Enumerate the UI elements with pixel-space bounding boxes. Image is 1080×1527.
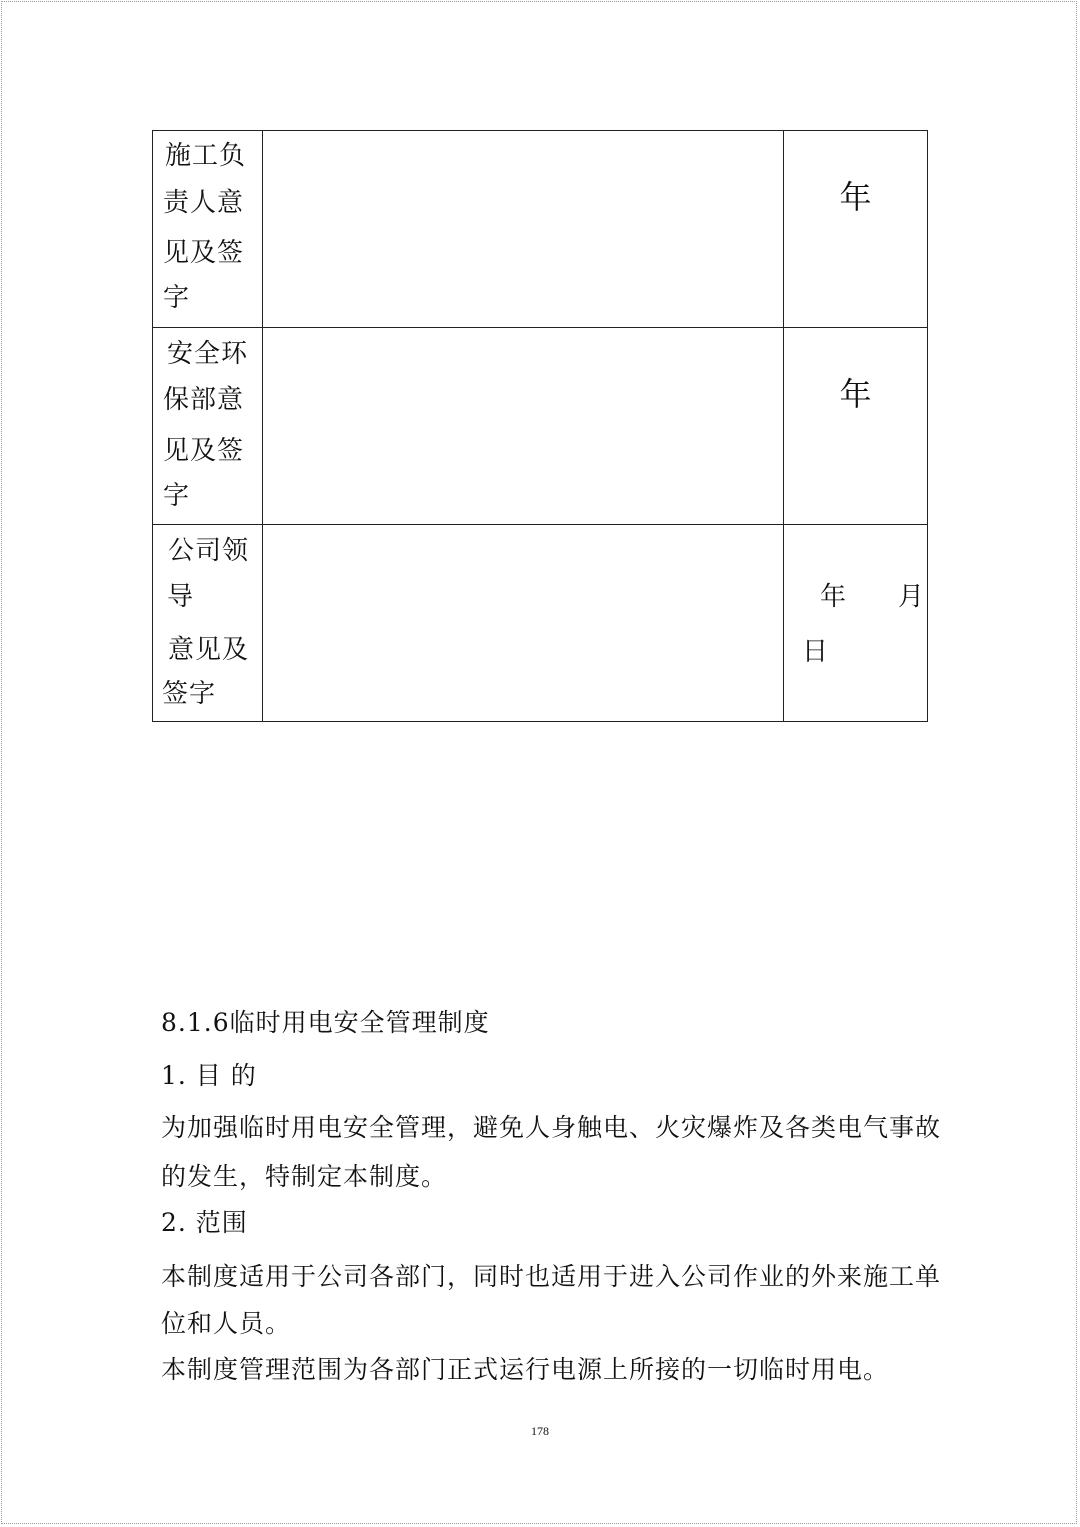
date-cell[interactable] bbox=[784, 525, 928, 722]
page-number: 178 bbox=[531, 1424, 549, 1438]
label-line: 施工负 bbox=[165, 141, 247, 171]
opinion-signature-field[interactable] bbox=[263, 131, 784, 328]
label-line: 见及签 bbox=[163, 436, 245, 466]
label-line: 签字 bbox=[162, 679, 217, 709]
table-row-construction-lead bbox=[153, 131, 928, 328]
paragraph-line: 位和人员。 bbox=[161, 1309, 292, 1338]
date-year-label: 年 bbox=[839, 375, 872, 413]
label-cell bbox=[153, 131, 263, 328]
opinion-signature-field[interactable] bbox=[263, 328, 784, 525]
item1-title: 1. 目 的 bbox=[161, 1061, 257, 1090]
label-line: 责人意 bbox=[163, 188, 245, 218]
item2-title: 2. 范围 bbox=[161, 1208, 248, 1237]
label-line: 意见及 bbox=[168, 635, 250, 665]
paragraph-line: 的发生，特制定本制度。 bbox=[161, 1162, 448, 1191]
label-line: 导 bbox=[167, 582, 195, 612]
label-line: 字 bbox=[163, 283, 191, 313]
paragraph-line: 本制度管理范围为各部门正式运行电源上所接的一切临时用电。 bbox=[161, 1355, 890, 1384]
label-line: 公司领 bbox=[168, 536, 250, 566]
label-line: 保部意 bbox=[163, 385, 245, 415]
label-cell bbox=[153, 328, 263, 525]
section-heading: 8.1.6临时用电安全管理制度 bbox=[161, 1008, 490, 1037]
label-line: 见及签 bbox=[163, 238, 245, 268]
label-line: 安全环 bbox=[167, 339, 249, 369]
table-row-company-leader bbox=[153, 525, 928, 722]
date-cell[interactable] bbox=[784, 328, 928, 525]
date-year-month-label: 年 月 bbox=[820, 582, 925, 612]
date-cell[interactable] bbox=[784, 131, 928, 328]
label-line: 字 bbox=[163, 481, 191, 511]
date-day-label: 日 bbox=[802, 637, 829, 667]
label-cell bbox=[153, 525, 263, 722]
opinion-signature-field[interactable] bbox=[263, 525, 784, 722]
date-year-label: 年 bbox=[839, 178, 872, 216]
paragraph-line: 本制度适用于公司各部门，同时也适用于进入公司作业的外来施工单 bbox=[161, 1262, 942, 1291]
table-row-safety-dept bbox=[153, 328, 928, 525]
approval-form-table bbox=[152, 130, 928, 722]
paragraph-line: 为加强临时用电安全管理，避免人身触电、火灾爆炸及各类电气事故 bbox=[161, 1113, 942, 1142]
